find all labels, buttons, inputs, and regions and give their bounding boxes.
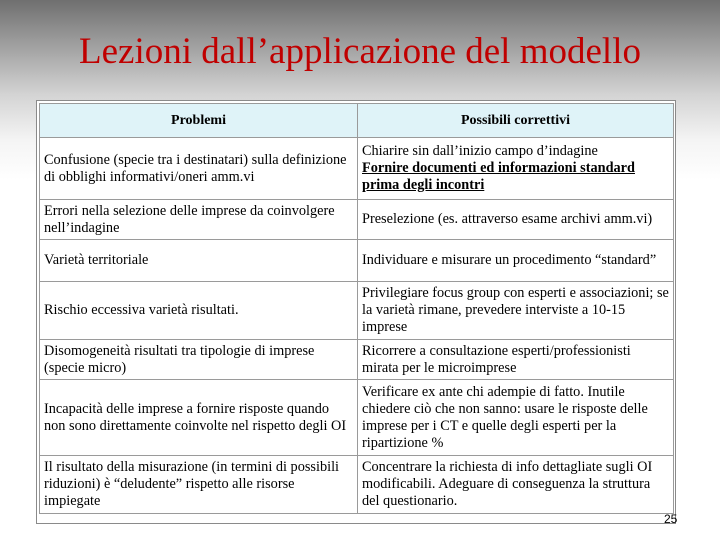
fix-cell: Verificare ex ante chi adempie di fatto. Inutile chiedere ciò che non sanno: usare le risposte delle imprese per i CT e quelle degli esperti per la ripartizione % xyxy=(358,380,674,456)
problem-cell: Disomogeneità risultati tra tipologie di imprese (specie micro) xyxy=(40,340,358,380)
table-row xyxy=(40,200,674,240)
table-header-row xyxy=(40,104,674,138)
lessons-table-frame xyxy=(36,100,676,524)
problem-cell: Confusione (specie tra i destinatari) sulla definizione di obblighi informativi/oneri amm.vi xyxy=(40,138,358,200)
problem-cell: Errori nella selezione delle imprese da coinvolgere nell’indagine xyxy=(40,200,358,240)
table-row xyxy=(40,240,674,282)
problem-cell: Il risultato della misurazione (in termini di possibili riduzioni) è “deludente” rispetto alle risorse impiegate xyxy=(40,456,358,514)
table-row xyxy=(40,456,674,514)
problem-cell: Rischio eccessiva varietà risultati. xyxy=(40,282,358,340)
table-row xyxy=(40,340,674,380)
fix-cell: Individuare e misurare un procedimento “standard” xyxy=(358,240,674,282)
fix-text: Chiarire sin dall’inizio campo d’indagine xyxy=(362,143,598,159)
page-number: 25 xyxy=(664,512,678,526)
fix-emphasis-text: Fornire documenti ed informazioni standard prima degli incontri xyxy=(362,160,635,193)
fix-cell: Concentrare la richiesta di info dettagliate sugli OI modificabili. Adeguare di conseguenza la struttura del questionario. xyxy=(358,456,674,514)
header-correttivi: Possibili correttivi xyxy=(358,104,674,138)
lessons-table xyxy=(39,103,674,514)
table-row xyxy=(40,380,674,456)
fix-cell: Preselezione (es. attraverso esame archivi amm.vi) xyxy=(358,200,674,240)
table-row xyxy=(40,282,674,340)
fix-cell xyxy=(358,138,674,200)
header-problemi: Problemi xyxy=(40,104,358,138)
problem-cell: Incapacità delle imprese a fornire risposte quando non sono direttamente coinvolte nel rispetto degli OI xyxy=(40,380,358,456)
slide-title: Lezioni dall’applicazione del modello xyxy=(79,31,641,72)
table-row xyxy=(40,138,674,200)
fix-cell: Privilegiare focus group con esperti e associazioni; se la varietà rimane, prevedere interviste a 10-15 imprese xyxy=(358,282,674,340)
fix-cell: Ricorrere a consultazione esperti/professionisti mirata per le microimprese xyxy=(358,340,674,380)
problem-cell: Varietà territoriale xyxy=(40,240,358,282)
